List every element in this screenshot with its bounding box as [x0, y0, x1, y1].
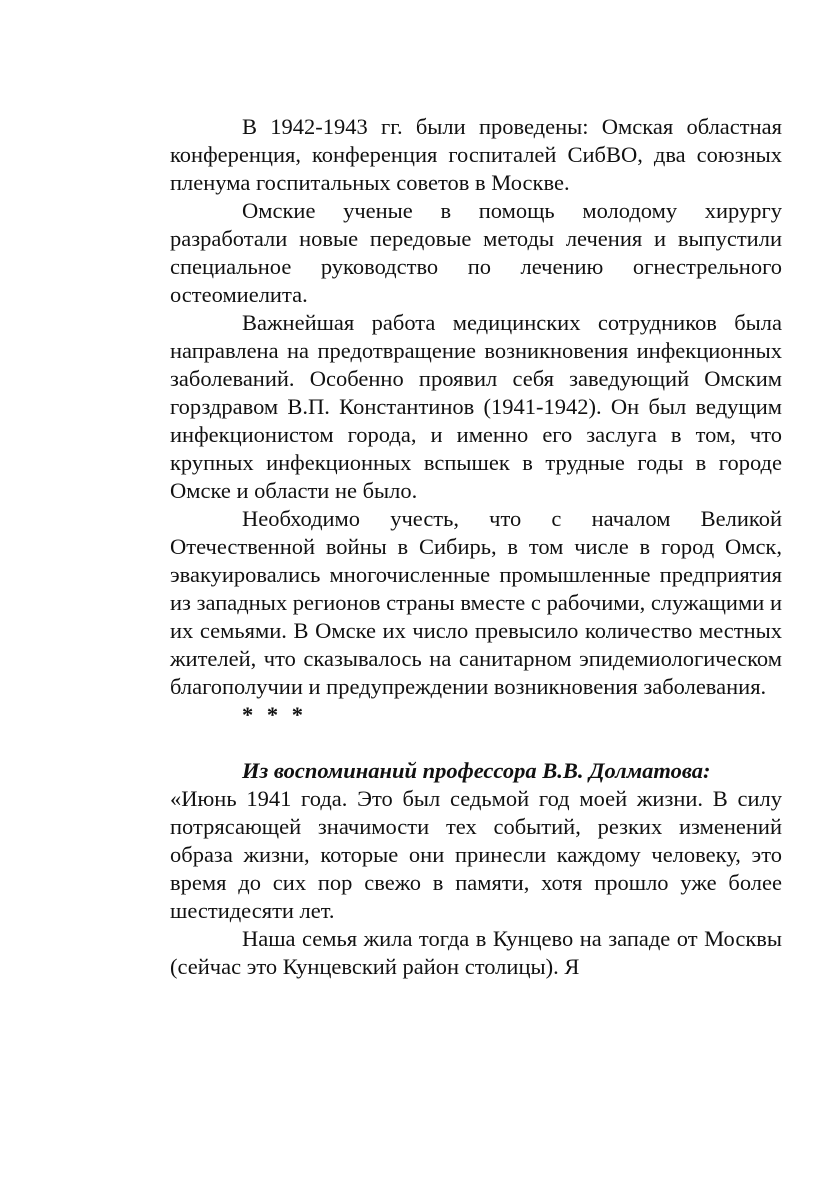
paragraph-evacuation: Необходимо учесть, что с началом Великой Отечественной войны в Сибирь, в том числе в город Омск, эвакуировались многочисленные промышленные предприятия из западных регионов страны вместе с рабочими, служащими и их семьями. В Омске их число превысило количество местных жителей, что сказывалось на санитарном эпидемиологическом благополучии и предупреждении возникновения заболевания.: [170, 506, 782, 699]
memoir-heading: Из воспоминаний профессора В.В. Долматова:: [242, 758, 711, 783]
memoir-heading-line: [170, 757, 782, 785]
memoir-paragraph-kuntsevo: Наша семья жила тогда в Кунцево на западе от Москвы (сейчас это Кунцевский район столицы). Я: [170, 926, 782, 979]
paragraph-omsk-scientists: Омские ученые в помощь молодому хирургу разработали новые передовые методы лечения и выпустили специальное руководство по лечению огнестрельного остеомиелита.: [170, 198, 782, 307]
section-separator: * * *: [242, 702, 307, 727]
paragraph-conferences: В 1942-1943 гг. были проведены: Омская областная конференция, конференция госпиталей СибВО, два союзных пленума госпитальных советов в Москве.: [170, 114, 782, 195]
paragraph-infection-prevention: Важнейшая работа медицинских сотрудников была направлена на предотвращение возникновения инфекционных заболеваний. Особенно проявил себя заведующий Омским горздравом В.П. Константинов (1941-1942). Он был ведущим инфекционистом города, и именно его заслуга в том, что крупных инфекционных вспышек в трудные годы в городе Омске и области не было.: [170, 310, 782, 503]
document-body: [170, 113, 782, 981]
memoir-paragraph-june-1941: «Июнь 1941 года. Это был седьмой год моей жизни. В силу потрясающей значимости тех событий, резких изменений образа жизни, которые они принесли каждому человеку, это время до сих пор свежо в памяти, хотя прошло уже более шестидесяти лет.: [170, 786, 782, 923]
blank-line: [170, 729, 782, 757]
